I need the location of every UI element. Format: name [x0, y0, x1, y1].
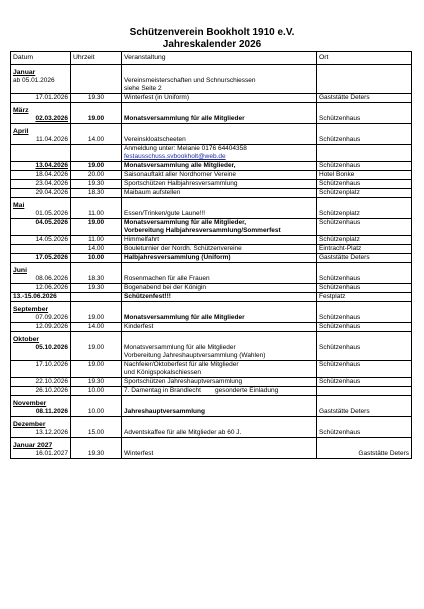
table-row: 12.09.2026 14.00 Kinderfest Schützenhaus — [11, 323, 412, 332]
table-row: 13.-15.06.2026 Schützenfest!!! Festplatz — [11, 293, 412, 302]
table-row: 04.05.2026 19.00 Monatsversammlung für alle Mitglieder, Schützenhaus — [11, 219, 412, 228]
table-row: 14.00 Bouleturnier der Nordh. Schützenvereine Eintracht-Platz — [11, 245, 412, 254]
table-row: 17.05.2026 10.00 Halbjahresversammlung (Uniform) Gaststätte Deters — [11, 254, 412, 263]
table-header-row — [11, 52, 412, 65]
document-title: Schützenverein Bookholt 1910 e.V. — [129, 27, 295, 38]
document-subtitle: Jahreskalender 2026 — [162, 39, 262, 50]
table-row: 18.04.2026 20.00 Saisonauftakt aller Nordhorner Vereine Hotel Bonke — [11, 171, 412, 180]
month-heading: April — [11, 128, 412, 136]
month-heading: Mai — [11, 202, 412, 210]
table-row: und Königspokalschiessen — [11, 369, 412, 378]
table-row: 01.05.2026 11.00 Essen/Trinken/gute Laune!!! Schützenplatz — [11, 210, 412, 219]
table-row: siehe Seite 2 — [11, 85, 412, 94]
month-heading: Dezember — [11, 421, 412, 429]
table-row: 02.03.2026 19.00 Monatsversammlung für alle Mitglieder Schützenhaus — [11, 115, 412, 124]
table-row: 17.01.2026 19.30 Winterfest (in Uniform) Gaststätte Deters — [11, 94, 412, 103]
table-row: Vorbereitung Jahreshauptversammlung (Wahlen) — [11, 352, 412, 361]
table-row: Anmeldung unter: Melanie 0176 64404358 — [11, 145, 412, 154]
table-row: 29.04.2026 18.30 Maibaum aufstellen Schützenplatz — [11, 189, 412, 198]
table-row: 11.04.2026 14.00 Vereinskloatscheeten Schützenhaus — [11, 136, 412, 145]
col-header-date: Datum — [11, 52, 71, 65]
table-row: 05.10.2026 19.00 Monatsversammlung für alle Mitglieder Schützenhaus — [11, 344, 412, 352]
table-row: 22.10.2026 19.30 Sportschützen Jahreshauptversammlung Schützenhaus — [11, 378, 412, 387]
table-row: 12.06.2026 19.30 Bogenabend bei der Königin Schützenhaus — [11, 284, 412, 293]
table-row: 17.10.2026 19.00 Nachfeier/Oktoberfest für alle Mitglieder Schützenhaus — [11, 361, 412, 370]
table-row: 08.11.2026 10.00 Jahreshauptversammlung Gaststätte Deters — [11, 408, 412, 417]
table-row: 13.12.2026 15.00 Adventskaffee für alle Mitglieder ab 60 J. Schützenhaus — [11, 429, 412, 438]
table-row: 13.04.2026 19.00 Monatsversammlung alle Mitglieder, Schützenhaus — [11, 162, 412, 171]
table-row: 07.09.2026 19.00 Monatsversammlung für alle Mitglieder Schützenhaus — [11, 314, 412, 323]
calendar-table — [10, 51, 412, 459]
month-heading: Juni — [11, 267, 412, 275]
table-row — [11, 153, 412, 162]
table-row: 08.06.2026 18.30 Rosenmachen für alle Frauen Schützenhaus — [11, 275, 412, 284]
month-heading: September — [11, 306, 412, 314]
email-link[interactable]: festausschuss.svbookholt@web.de — [124, 153, 226, 160]
col-header-event: Veranstaltung — [122, 52, 317, 65]
table-row: 14.05.2026 11.00 Himmelfahrt Schützenplatz — [11, 236, 412, 245]
table-row: Vorbereitung Halbjahresversammlung/Sommerfest — [11, 227, 412, 236]
month-heading: März — [11, 107, 412, 115]
col-header-time: Uhrzeit — [71, 52, 122, 65]
table-row: 26.10.2026 10.00 7. Damentag in Brandlecht gesonderte Einladung — [11, 387, 412, 396]
table-row: ab 05.01.2026 Vereinsmeisterschaften und Schnurschiessen — [11, 77, 412, 85]
col-header-place: Ort — [317, 52, 412, 65]
month-heading: November — [11, 400, 412, 408]
month-heading: Oktober — [11, 336, 412, 344]
month-heading: Januar — [11, 69, 412, 77]
table-row: 23.04.2026 19.30 Sportschützen Halbjahresversammlung Schützenhaus — [11, 180, 412, 189]
table-row: 16.01.2027 19.30 Winterfest Gaststätte Deters — [11, 450, 412, 459]
month-heading: Januar 2027 — [11, 442, 412, 450]
